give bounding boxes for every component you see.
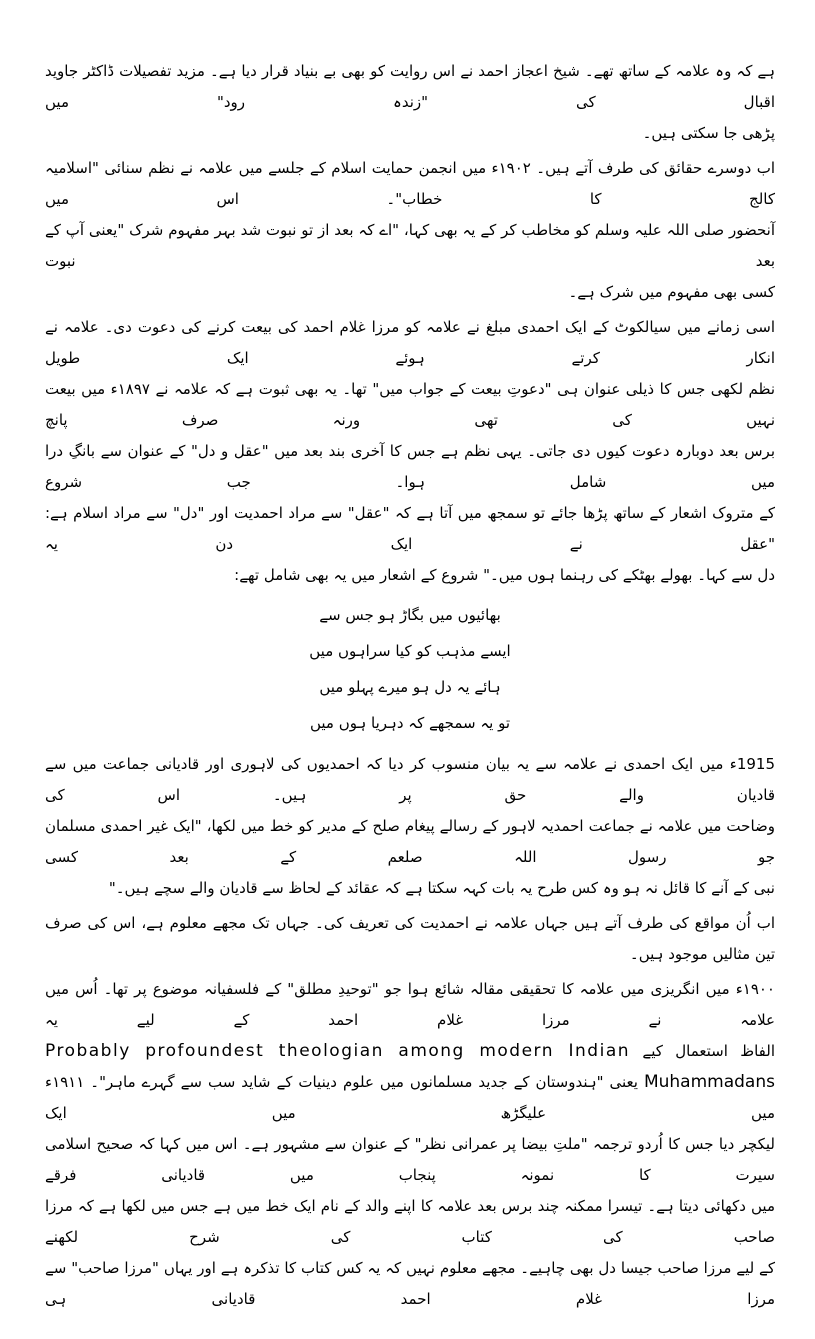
- text-line: دل سے کہا۔ بھولے بھٹکے کی رہنما ہوں میں۔" شروع کے اشعار میں یہ بھی شامل تھے:: [234, 566, 775, 584]
- english-quote: Probably profoundest theologian among modern Indian: [45, 1041, 631, 1061]
- text-line: نبی کے آنے کا قائل نہ ہو وہ کس طرح یہ بات کہہ سکتا ہے کہ عقائد کے لحاظ سے قادیان والے سچے ہیں۔": [108, 879, 775, 897]
- text-line: آنحضور صلی اللہ علیہ وسلم کو مخاطب کر کے یہ بھی کہا، "اے کہ بعد از تو نبوت شد بہر مفہوم شرک "یعنی آپ کے بعد نبوت: [45, 221, 775, 270]
- text-line: ۱۹۰۰ء میں انگریزی میں علامہ کا تحقیقی مقالہ شائع ہوا جو "توحیدِ مطلق" کے فلسفیانہ موضوع پر تھا۔ اُس میں علامہ نے مرزا غلام احمد کے لیے یہ: [45, 980, 775, 1029]
- text-line: کسی بھی مفہوم میں شرک ہے۔: [568, 283, 775, 301]
- paragraph-1915-statement: [45, 749, 775, 904]
- urdu-fragment: الفاظ استعمال کیے: [642, 1042, 776, 1060]
- text-line: لیکچر دیا جس کا اُردو ترجمہ "ملتِ بیضا پر عمرانی نظر" کے عنوان سے مشہور ہے۔ اس میں کہا کہ صحیح اسلامی سیرت کا نمونہ پنجاب میں قادیانی فرقے: [45, 1135, 775, 1184]
- verse-line: بھائیوں میں بگاڑ ہو جس سے: [319, 606, 501, 624]
- text-line: اب دوسرے حقائق کی طرف آتے ہیں۔ ۱۹۰۲ء میں انجمن حمایت اسلام کے جلسے میں علامہ نے نظم سنائی "اسلامیہ کالج کا خطاب"۔ اس میں: [45, 159, 775, 208]
- text-line: پڑھی جا سکتی ہیں۔: [642, 124, 775, 142]
- urdu-fragment: یعنی "ہندوستان کے جدید مسلمانوں میں علوم دینیات کے شاید سب سے گہرے ماہر"۔ ۱۹۱۱ء میں علیگڑھ میں ایک: [45, 1073, 775, 1122]
- paragraph-1900-article: [45, 974, 775, 1315]
- text-line: نظم لکھی جس کا ذیلی عنوان ہی "دعوتِ بیعت کے جواب میں" تھا۔ یہ بھی ثبوت ہے کہ علامہ نے ۱۸۹۷ء میں بیعت نہیں کی تھی ورنہ صرف پانچ: [45, 380, 775, 429]
- text-line-english: [45, 1036, 775, 1067]
- text-line: میں دکھائی دیتا ہے۔ تیسرا ممکنہ چند برس بعد علامہ کا اپنے والد کے نام ایک خط میں ہے جس میں لکھا ہے کہ مرزا صاحب کی کتاب کی شرح لکھنے: [45, 1197, 775, 1246]
- text-line: اب اُن مواقع کی طرف آتے ہیں جہاں علامہ نے احمدیت کی تعریف کی۔ جہاں تک مجھے معلوم ہے، اس کی صرف تین مثالیں موجود ہیں۔: [45, 914, 775, 963]
- text-line: وضاحت میں علامہ نے جماعت احمدیہ لاہور کے رسالے پیغام صلح کے مدیر کو خط میں لکھا، "ایک غیر احمدی مسلمان جو رسول اللہ صلعم کے بعد کسی: [45, 817, 775, 866]
- text-line: اسی زمانے میں سیالکوٹ کے ایک احمدی مبلغ نے علامہ کو مرزا غلام احمد کی بیعت کرنے کی دعوت دی۔ علامہ نے انکار کرتے ہوئے ایک طویل: [45, 318, 775, 367]
- verse-line: ہائے یہ دل ہو میرے پہلو میں: [319, 678, 501, 696]
- paragraph-islamia-college: [45, 153, 775, 308]
- text-line: کے متروک اشعار کے ساتھ پڑھا جائے تو سمجھ میں آتا ہے کہ "عقل" سے مراد احمدیت اور "دل" سے مراد اسلام ہے: "عقل نے ایک دن یہ: [45, 504, 775, 553]
- paragraph-zinda-rood: [45, 56, 775, 149]
- verse-line: تو یہ سمجھے کہ دہریا ہوں میں: [309, 714, 511, 732]
- paragraph-praise-occasions: [45, 908, 775, 970]
- text-line: 1915ء میں ایک احمدی نے علامہ سے یہ بیان منسوب کر دیا کہ احمدیوں کی لاہوری اور قادیانی جماعت میں سے قادیان والے حق پر ہیں۔ اس کی: [45, 755, 775, 804]
- text-line-mixed: [45, 1067, 775, 1129]
- paragraph-sialkot-invitation: [45, 312, 775, 591]
- text-line: برس بعد دوبارہ دعوت کیوں دی جاتی۔ یہی نظم ہے جس کا آخری بند بعد میں "عقل و دل" کے عنوان سے بانگِ درا میں شامل ہوا۔ جب شروع: [45, 442, 775, 491]
- verse-block: [280, 597, 540, 741]
- english-quote: Muhammadans: [643, 1072, 775, 1092]
- text-line: کے لیے مرزا صاحب جیسا دل بھی چاہیے۔ مجھے معلوم نہیں کہ یہ کس کتاب کا تذکرہ ہے اور یہاں "مرزا صاحب" سے مرزا غلام احمد قادیانی ہی: [45, 1259, 775, 1308]
- verse-line: ایسے مذہب کو کیا سراہوں میں: [309, 642, 511, 660]
- text-line: ہے کہ وہ علامہ کے ساتھ تھے۔ شیخ اعجاز احمد نے اس روایت کو بھی بے بنیاد قرار دیا ہے۔ مزید تفصیلات ڈاکٹر جاوید اقبال کی "زندہ رود" میں: [45, 62, 775, 111]
